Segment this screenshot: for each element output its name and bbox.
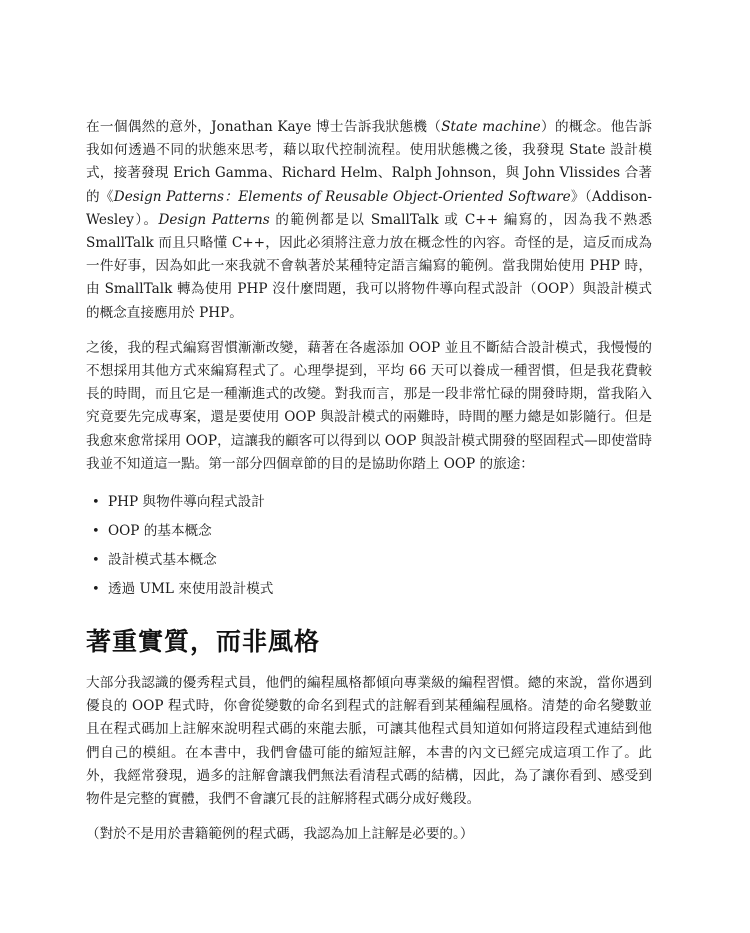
bullet-icon: • <box>92 495 100 511</box>
intro-paragraph <box>86 116 652 325</box>
list-item-label: OOP 的基本概念 <box>108 523 212 540</box>
comment-note: （對於不是用於書籍範例的程式碼，我認為加上註解是必要的。） <box>86 826 474 843</box>
list-item-label: 設計模式基本概念 <box>108 552 217 569</box>
chapter-list <box>86 488 652 604</box>
list-item <box>86 575 652 604</box>
book-page <box>86 116 652 846</box>
paragraph-text: 在一個偶然的意外，Jonathan Kaye 博士告訴我狀態機（ <box>86 119 442 135</box>
bullet-icon: • <box>92 524 100 540</box>
paragraph-text: ）的概念。他告訴我如何透過不同的狀態來思考，藉以取代控制流程。使用狀態機之後，我發現 State 設計模式，接著發現 Erich Gamma、Richard Helm、Ralph Johnson，與 John Vlissides 合著的《 <box>86 119 653 205</box>
term-state-machine: State machine <box>441 119 541 135</box>
bullet-icon: • <box>92 582 100 598</box>
list-item-label: PHP 與物件導向程式設計 <box>108 494 265 511</box>
list-item-label: 透過 UML 來使用設計模式 <box>108 581 274 598</box>
paragraph-text: 的範例都是以 SmallTalk 或 C++ 編寫的，因為我不熟悉 SmallTalk 而且只略懂 C++，因此必須將注意力放在概念性的內容。奇怪的是，這反而成為一件好事，因為如此一來我就不會執著於某種特定語言編寫的範例。當我開始使用 PHP 時，由 SmallTalk 轉為使用 PHP 沒什麼問題，我可以將物件導向程式設計（OOP）與設計模式的概念直接應用於 PHP。 <box>86 211 653 321</box>
habit-paragraph: 之後，我的程式編寫習慣漸漸改變，藉著在各處添加 OOP 並且不斷結合設計模式，我慢慢的不想採用其他方式來編寫程式了。心理學提到，平均 66 天可以養成一種習慣，但是我花費較長的時間，而且它是一種漸進式的改變。對我而言，那是一段非常忙碌的開發時期，當我陷入究竟要先完成專案，還是要使用 OOP 與設計模式的兩難時，時間的壓力總是如影隨行。但是我愈來愈常採用 OOP，這讓我的顧客可以得到以 OOP 與設計模式開發的堅固程式—即使當時我並不知道這一點。第一部分四個章節的目的是協助你踏上 OOP 的旅途： <box>86 339 652 472</box>
list-item <box>86 546 652 575</box>
style-paragraph: 大部分我認識的優秀程式員，他們的編程風格都傾向專業級的編程習慣。總的來說，當你遇到優良的 OOP 程式時，你會從變數的命名到程式的註解看到某種編程風格。清楚的命名變數並且在程式碼加上註解來說明程式碼的來龍去脈，可讓其他程式員知道如何將這段程式連結到他們自己的模組。在本書中，我們會儘可能的縮短註解，本書的內文已經完成這項工作了。此外，我經常發現，過多的註解會讓我們無法看清程式碼的結構，因此，為了讓你看到、感受到物件是完整的實體，我們不會讓冗長的註解將程式碼分成好幾段。 <box>86 675 652 808</box>
book-title-short: Design Patterns <box>158 211 270 228</box>
section-heading: 著重實質，而非風格 <box>86 627 321 657</box>
list-item <box>86 488 652 517</box>
book-title-full: Design Patterns：Elements of Reusable Object-Oriented Software <box>113 188 571 205</box>
bullet-icon: • <box>92 553 100 569</box>
list-item <box>86 517 652 546</box>
paragraph-text: 》（Addison-Wesley）。 <box>86 188 653 228</box>
